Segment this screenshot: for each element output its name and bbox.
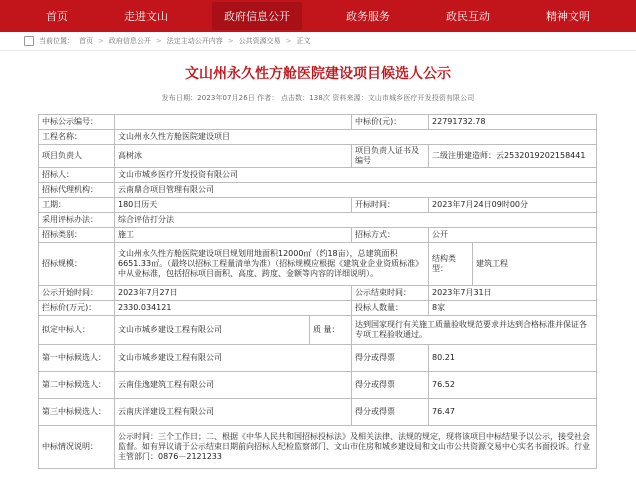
open-time-label: 开标时间： — [352, 198, 429, 213]
article-meta: 发布日期：2023年07月26日 作者： 点击数：138次 资料来源：文山市城乡医疗开发投资有限公司 — [161, 94, 475, 102]
candidate-2-score: 76.52 — [429, 372, 597, 399]
open-time-value: 2023年7月24日09时00分 — [429, 198, 597, 213]
candidate-3-score-label: 得分或得票 — [352, 399, 429, 426]
structure-label: 结构类型： — [429, 243, 473, 286]
bid-no-value — [115, 115, 352, 130]
pm-cert-label: 项目负责人证书及编号 — [352, 145, 429, 168]
eval-label: 采用评标办法： — [39, 213, 115, 228]
candidate-1-score: 80.21 — [429, 345, 597, 372]
bid-price-value: 22791732.78 — [429, 115, 597, 130]
project-name-label: 工程名称： — [39, 130, 115, 145]
breadcrumb-separator: > — [227, 37, 234, 45]
candidate-3-name: 云南庆洋建设工程有限公司 — [115, 399, 352, 426]
category-label: 招标类别： — [39, 228, 115, 243]
main-nav — [0, 0, 636, 32]
breadcrumb-resource[interactable]: 公共资源交易 — [238, 37, 281, 45]
candidate-3-score: 76.47 — [429, 399, 597, 426]
limit-value: 2330.034121 — [115, 301, 352, 316]
pub-start-value: 2023年7月27日 — [115, 286, 352, 301]
candidate-2-name: 云南佳逸建筑工程有限公司 — [115, 372, 352, 399]
pm-value: 高树冰 — [115, 145, 352, 168]
breadcrumb-separator: > — [155, 37, 162, 45]
bid-no-label: 中标公示编号： — [39, 115, 115, 130]
breadcrumb — [0, 32, 636, 51]
structure-value: 建筑工程 — [473, 243, 597, 286]
pub-start-label: 公示开始时间： — [39, 286, 115, 301]
notes-value: 公示时间：三个工作日；二、根据《中华人民共和国招标投标法》及相关法律、法规的规定，现将该项目中标结果予以公示，接受社会监督。如有异议请于公示结束日期前向招标人纪检监察部门、文山市住房和城乡建设局和文山市公共资源交易中心实名书面投诉。行业主管部门：0876－2121233 — [115, 426, 597, 469]
nav-item-home[interactable]: 首页 — [46, 10, 68, 23]
agency-label: 招标代理机构： — [39, 183, 115, 198]
pub-end-value: 2023年7月31日 — [429, 286, 597, 301]
bidders-label: 投标人数量： — [352, 301, 429, 316]
limit-label: 拦标价(万元)： — [39, 301, 115, 316]
nav-item-services[interactable]: 政务服务 — [346, 10, 390, 23]
quality-value: 达到国家现行有关施工质量验收规范要求并达到合格标准并保证各专项工程验收通过。 — [352, 316, 597, 345]
scale-value: 文山州永久性方舱医院建设项目规划用地面积12000㎡（约18亩），总建筑面积6651.33㎡。（最终以招标工程量清单为准）（招标规模应根据《建筑业企业资质标准》中从业标准，包括招标项目面积、高度、跨度、金额等内容的详细说明）。 — [115, 243, 429, 286]
pm-cert-value: 二级注册建造师：云2532019202158441 — [429, 145, 597, 168]
candidate-2-label: 第二中标候选人： — [39, 372, 115, 399]
period-value: 180日历天 — [115, 198, 352, 213]
eval-value: 综合评估打分法 — [115, 213, 597, 228]
period-label: 工期： — [39, 198, 115, 213]
project-name-value: 文山州永久性方舱医院建设项目 — [115, 130, 597, 145]
breadcrumb-gov-info[interactable]: 政府信息公开 — [108, 37, 151, 45]
candidate-3-label: 第三中标候选人： — [39, 399, 115, 426]
breadcrumb-label: 当前位置： — [39, 37, 74, 45]
agency-value: 云南鼎合项目管理有限公司 — [115, 183, 597, 198]
breadcrumb-separator: > — [285, 37, 292, 45]
home-icon — [24, 36, 34, 46]
candidate-2-score-label: 得分或得票 — [352, 372, 429, 399]
candidate-1-label: 第一中标候选人： — [39, 345, 115, 372]
category-value: 施工 — [115, 228, 352, 243]
proposed-label: 拟定中标人： — [39, 316, 115, 345]
bid-result-table — [38, 114, 597, 469]
pub-end-label: 公示结束时间： — [352, 286, 429, 301]
tenderer-value: 文山市城乡医疗开发投资有限公司 — [115, 168, 597, 183]
page-title: 文山州永久性方舱医院建设项目候选人公示 — [185, 66, 451, 82]
nav-item-interaction[interactable]: 政民互动 — [446, 10, 490, 23]
nav-item-about[interactable]: 走进文山 — [124, 10, 168, 23]
bidders-value: 8家 — [429, 301, 597, 316]
breadcrumb-home[interactable]: 首页 — [79, 37, 93, 45]
tenderer-label: 招标人： — [39, 168, 115, 183]
bid-price-label: 中标价(元)： — [352, 115, 429, 130]
breadcrumb-separator: > — [98, 37, 104, 45]
nav-item-civilization[interactable]: 精神文明 — [546, 10, 590, 23]
method-value: 公开 — [429, 228, 597, 243]
scale-label: 招标规模： — [39, 243, 115, 286]
breadcrumb-statutory[interactable]: 法定主动公开内容 — [166, 37, 223, 45]
nav-item-gov-info[interactable]: 政府信息公开 — [212, 2, 302, 30]
proposed-value: 文山市城乡建设工程有限公司 — [115, 316, 310, 345]
candidate-1-score-label: 得分或得票 — [352, 345, 429, 372]
breadcrumb-current: 正文 — [296, 37, 311, 45]
notes-label: 中标情况说明： — [39, 426, 115, 469]
pm-label: 项目负责人 — [39, 145, 115, 168]
quality-label: 质 量： — [310, 316, 352, 345]
method-label: 招标方式： — [352, 228, 429, 243]
candidate-1-name: 文山市城乡建设工程有限公司 — [115, 345, 352, 372]
